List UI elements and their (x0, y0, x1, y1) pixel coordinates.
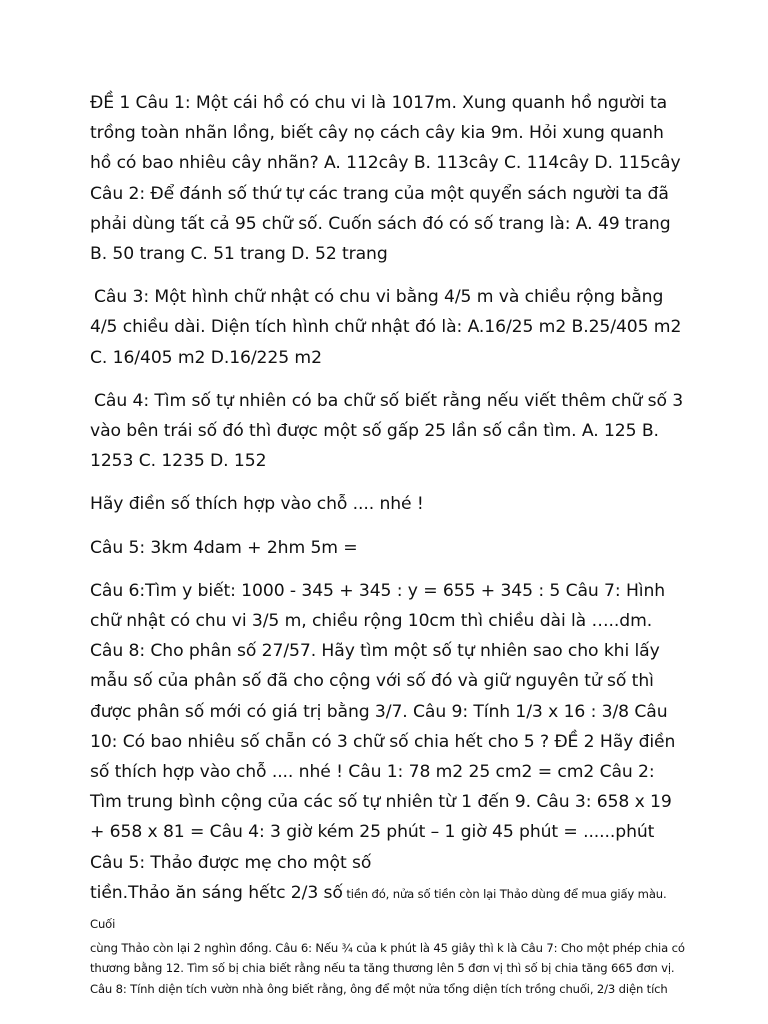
paragraph-cau3: Câu 3: Một hình chữ nhật có chu vi bằng 4/5 m và chiều rộng bằng 4/5 chiều dài. Diện tích hình chữ nhật đó là: A.16/25 m2 B.25/405 m2 C. 16/405 m2 D.16/225 m2 (90, 287, 682, 368)
small-line-3: Câu 8: Tính diện tích vườn nhà ông biết rằng, ông để một nửa tổng diện tích trồng chuối, 2/3 diện tích (90, 981, 668, 996)
mixed-line-large-text: tiền.Thảo ăn sáng hếtc 2/3 số (90, 882, 343, 903)
small-line-1: cùng Thảo còn lại 2 nghìn đồng. Câu 6: Nếu ¾ của k phút là 45 giây thì k là Câu 7: Cho một phép chia có (90, 940, 685, 955)
paragraph-cau5: Câu 5: 3km 4dam + 2hm 5m = (90, 537, 358, 558)
mixed-size-line (90, 878, 690, 938)
paragraph-instruction: Hãy điền số thích hợp vào chỗ .... nhé ! (90, 494, 424, 515)
paragraph-cau4: Câu 4: Tìm số tự nhiên có ba chữ số biết rằng nếu viết thêm chữ số 3 vào bên trái số đó thì được một số gấp 25 lần số cần tìm. A. 125 B. 1253 C. 1235 D. 152 (90, 390, 684, 472)
document-body (90, 88, 690, 999)
paragraph-de1-cau1-cau2: ĐỀ 1 Câu 1: Một cái hồ có chu vi là 1017m. Xung quanh hồ người ta trồng toàn nhãn lồng, biết cây nọ cách cây kia 9m. Hỏi xung quanh hồ có bao nhiêu cây nhãn? A. 112cây B. 113cây C. 114cây D. 115cây Câu 2: Để đánh số thứ tự các trang của một quyển sách người ta đã phải dùng tất cả 95 chữ số. Cuốn sách đó có số trang là: A. 49 trang B. 50 trang C. 51 trang D. 52 trang (90, 93, 681, 265)
paragraph-cau6-de2: Câu 6:Tìm y biết: 1000 - 345 + 345 : y = 655 + 345 : 5 Câu 7: Hình chữ nhật có chu vi 3/5 m, chiều rộng 10cm thì chiều dài là …..dm. Câu 8: Cho phân số 27/57. Hãy tìm một số tự nhiên sao cho khi lấy mẫu số của phân số đã cho cộng với số đó và giữ nguyên tử số thì được phân số mới có giá trị bằng 3/7. Câu 9: Tính 1/3 x 16 : 3/8 Câu 10: Có bao nhiêu số chẵn có 3 chữ số chia hết cho 5 ? ĐỀ 2 Hãy điền số thích hợp vào chỗ .... nhé ! Câu 1: 78 m2 25 cm2 = cm2 Câu 2: Tìm trung bình cộng của các số tự nhiên từ 1 đến 9. Câu 3: 658 x 19 + 658 x 81 = Câu 4: 3 giờ kém 25 phút – 1 giờ 45 phút = ......phút Câu 5: Thảo được mẹ cho một số (90, 580, 676, 873)
mixed-line-small-text: tiền đó, nửa số tiền còn lại Thảo dùng để mua giấy màu. Cuối (90, 886, 667, 931)
small-line-2: thương bằng 12. Tìm số bị chia biết rằng nếu ta tăng thương lên 5 đơn vị thì số bị chia tăng 665 đơn vị. (90, 961, 675, 976)
